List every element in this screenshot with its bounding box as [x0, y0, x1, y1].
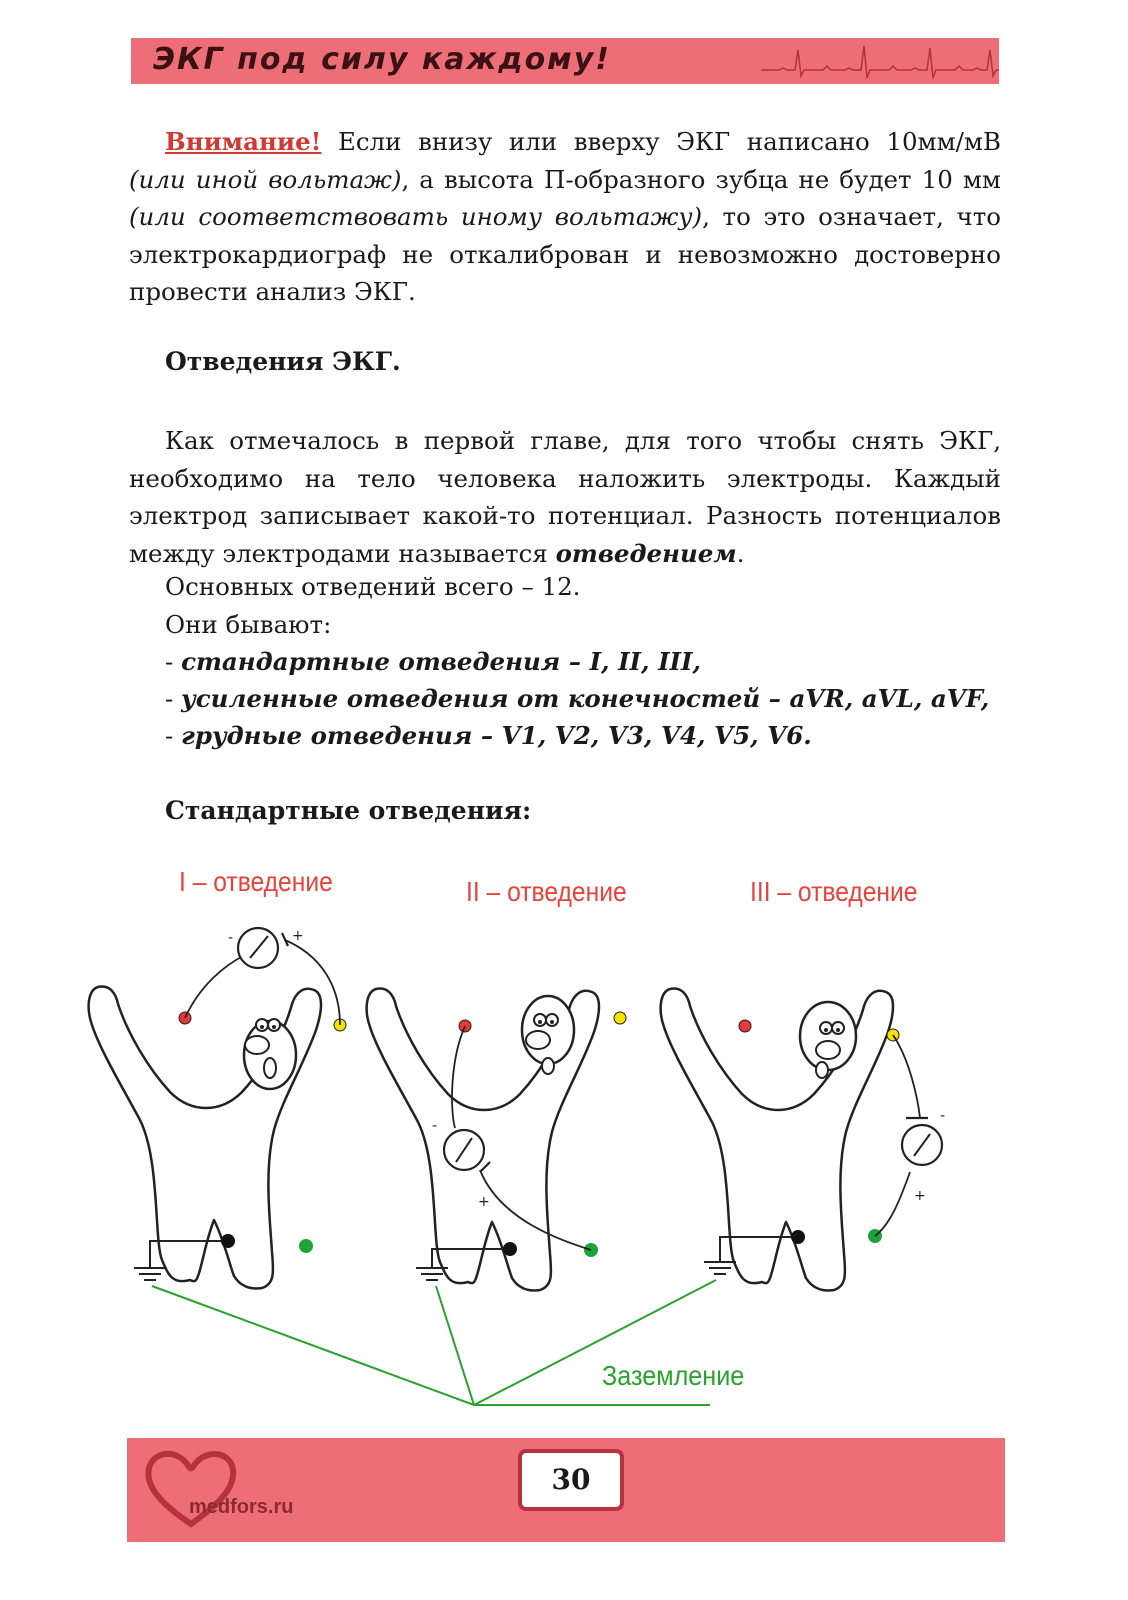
head-1 [244, 1019, 296, 1089]
logo-text: medfors.ru [189, 1496, 294, 1518]
svg-text:+: + [914, 1188, 926, 1204]
svg-text:+: + [478, 1194, 490, 1210]
section-heading-leads: Отведения ЭКГ. [165, 347, 401, 376]
svg-text:-: - [940, 1108, 946, 1124]
warning-label: Внимание! [165, 127, 322, 156]
intro-text: Как отмечалось в первой главе, для того чтобы снять ЭКГ, необходимо на тело человека наложить электроды. Каждый электрод записывает какой-то потенциал. Разность потенциалов между электродами называется [129, 426, 1001, 568]
ground-icon [134, 1268, 166, 1280]
header-title: ЭКГ под силу каждому! [153, 42, 611, 77]
warning-text-1: Если внизу или вверху ЭКГ написано 10мм/мВ [321, 127, 1001, 156]
voltmeter-icon [902, 1108, 945, 1204]
lead-label-3: III – отведение [750, 876, 918, 907]
footer-band [127, 1438, 1005, 1542]
list-item: - грудные отведения – V1, V2, V3, V4, V5, V6. [165, 721, 812, 750]
voltmeter-icon [228, 928, 304, 968]
svg-text:+: + [292, 928, 304, 944]
warning-italic-2: (или соответствовать иному вольтажу) [129, 202, 703, 231]
electrode-green [299, 1239, 313, 1253]
person-figure-3 [661, 988, 893, 1290]
warning-italic-1: (или иной вольтаж) [129, 164, 402, 194]
svg-text:-: - [432, 1118, 438, 1134]
warning-text-2: , а высота П-образного зубца не будет 10 мм [401, 164, 1001, 194]
intro-end: . [736, 538, 745, 568]
warning-text-3: , то это означает, что электрокардиограф не откалиброван и невозможно достоверно провести анализ ЭКГ. [129, 202, 1002, 306]
lead-label-1: I – отведение [179, 866, 333, 897]
intro-term: отведением [555, 538, 737, 568]
page-number: 30 [518, 1449, 624, 1511]
svg-text:-: - [228, 930, 234, 946]
list-item: - усиленные отведения от конечностей – aVR, aVL, aVF, [165, 684, 990, 713]
ground-label: Заземление [602, 1360, 745, 1391]
lead-label-2: II – отведение [466, 876, 627, 907]
electrode-black [221, 1234, 235, 1248]
list-item: - стандартные отведения – I, II, III, [165, 647, 701, 676]
ground-icon [704, 1262, 736, 1274]
section-heading-standard: Стандартные отведения: [165, 796, 532, 825]
types-intro: Они бывают: [165, 610, 332, 639]
leads-count: Основных отведений всего – 12. [165, 572, 581, 601]
